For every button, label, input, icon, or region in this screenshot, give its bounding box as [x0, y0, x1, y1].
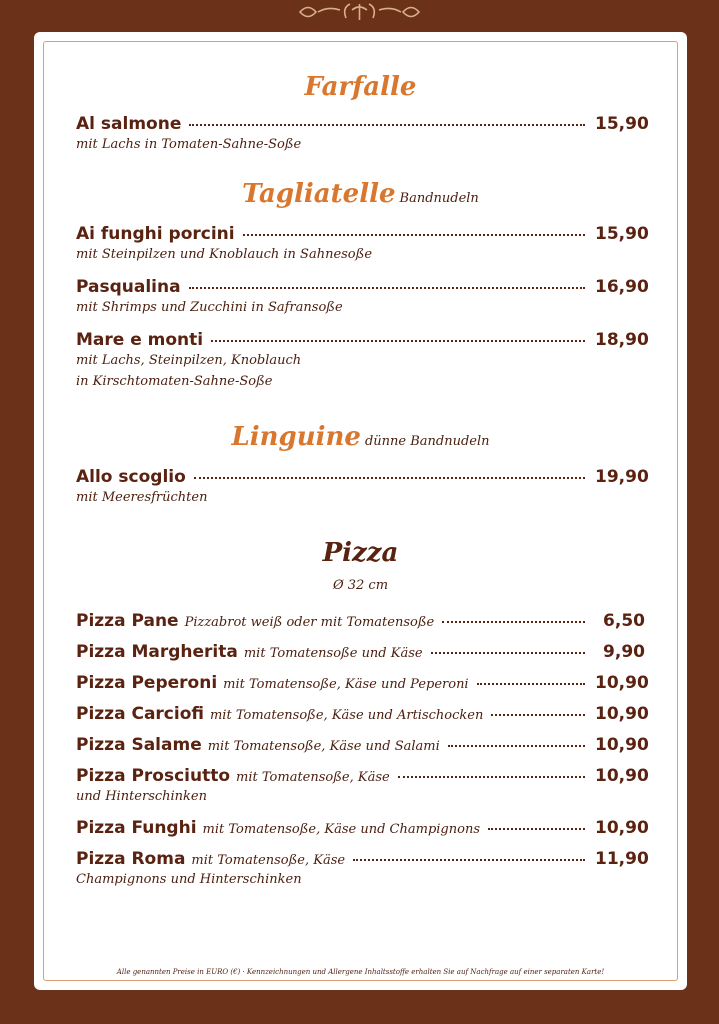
section-title-linguine	[76, 422, 645, 457]
dot-leader	[211, 339, 585, 342]
menu-item	[76, 114, 649, 155]
section-linguine	[76, 422, 649, 508]
item-price: 10,90	[595, 766, 649, 786]
item-price: 11,90	[595, 849, 649, 869]
menu-item	[76, 467, 649, 508]
item-price: 6,50	[603, 611, 645, 631]
dot-leader	[243, 233, 585, 236]
item-inline-description: mit Tomatensoße, Käse	[191, 853, 346, 868]
item-description: mit Meeresfrüchten	[76, 490, 208, 505]
section-farfalle	[76, 72, 649, 155]
dot-leader	[491, 713, 585, 716]
item-price: 18,90	[595, 330, 649, 350]
dot-leader	[442, 620, 585, 623]
menu-item	[76, 849, 649, 890]
item-name: Allo scoglio	[76, 467, 186, 487]
item-description: Champignons und Hinterschinken	[76, 872, 302, 887]
menu-card	[34, 32, 687, 990]
dot-leader	[431, 651, 585, 654]
item-name: Pizza Roma	[76, 849, 186, 869]
dot-leader	[194, 476, 585, 479]
section-subtitle: Bandnudeln	[399, 191, 479, 206]
item-price: 9,90	[603, 642, 645, 662]
item-price: 10,90	[595, 735, 649, 755]
item-description: und Hinterschinken	[76, 789, 207, 804]
item-name: Pizza Peperoni	[76, 673, 218, 693]
item-price: 10,90	[595, 673, 649, 693]
section-title-text: Tagliatelle	[242, 179, 396, 209]
item-description: mit Shrimps und Zucchini in Safransoße	[76, 300, 343, 315]
item-name: Pizza Prosciutto	[76, 766, 231, 786]
menu-item	[76, 735, 649, 755]
item-price: 16,90	[595, 277, 649, 297]
item-name: Pizza Funghi	[76, 818, 197, 838]
footer-note: Alle genannten Preise in EURO (€) · Kennzeichnungen und Allergene Inhaltsstoffe erhalten Sie auf Nachfrage auf einer separaten Karte!	[116, 968, 605, 976]
dot-leader	[189, 286, 585, 289]
item-name: Pizza Carciofi	[76, 704, 204, 724]
menu-item	[76, 766, 649, 807]
item-description-line2: in Kirschtomaten-Sahne-Soße	[76, 374, 273, 389]
item-inline-description: mit Tomatensoße, Käse	[236, 770, 390, 785]
item-description-line1: mit Lachs, Steinpilzen, Knoblauch	[76, 353, 302, 368]
section-title-farfalle: Farfalle	[304, 72, 417, 102]
item-name: Mare e monti	[76, 330, 204, 350]
item-inline-description: mit Tomatensoße, Käse und Peperoni	[223, 677, 469, 692]
dot-leader	[488, 827, 585, 830]
item-price: 19,90	[595, 467, 649, 487]
item-price: 10,90	[595, 704, 649, 724]
item-inline-description: mit Tomatensoße, Käse und Salami	[207, 739, 440, 754]
item-description: mit Lachs in Tomaten-Sahne-Soße	[76, 137, 302, 152]
item-name: Pizza Salame	[76, 735, 202, 755]
dot-leader	[353, 858, 585, 861]
menu-item	[76, 611, 645, 631]
item-inline-description: Pizzabrot weiß oder mit Tomatensoße	[184, 615, 435, 630]
item-price: 15,90	[595, 114, 649, 134]
menu-item	[76, 704, 649, 724]
dot-leader	[398, 775, 585, 778]
section-tagliatelle	[76, 179, 649, 392]
item-description: mit Steinpilzen und Knoblauch in Sahnesoße	[76, 247, 373, 262]
item-inline-description: mit Tomatensoße, Käse und Champignons	[202, 822, 480, 837]
section-title-tagliatelle	[76, 179, 645, 214]
top-ornament-icon	[0, 0, 719, 26]
item-inline-description: mit Tomatensoße und Käse	[243, 646, 423, 661]
item-price: 15,90	[595, 224, 649, 244]
section-pizza	[76, 538, 649, 890]
item-name: Al salmone	[76, 114, 182, 134]
item-price: 10,90	[595, 818, 649, 838]
menu-item	[76, 818, 649, 838]
dot-leader	[448, 744, 585, 747]
dot-leader	[477, 682, 585, 685]
menu-content	[76, 72, 649, 901]
item-name: Pizza Margherita	[76, 642, 238, 662]
dot-leader	[189, 123, 585, 126]
menu-item	[76, 330, 649, 392]
item-name: Ai funghi porcini	[76, 224, 235, 244]
menu-item	[76, 224, 649, 265]
menu-item	[76, 642, 645, 662]
section-subtitle: dünne Bandnudeln	[364, 434, 490, 449]
item-inline-description: mit Tomatensoße, Käse und Artischocken	[209, 708, 484, 723]
section-title-text: Linguine	[231, 422, 361, 452]
menu-item	[76, 277, 649, 318]
pizza-size: Ø 32 cm	[332, 578, 389, 593]
item-name: Pizza Pane	[76, 611, 179, 631]
item-name: Pasqualina	[76, 277, 181, 297]
menu-item	[76, 673, 649, 693]
section-title-pizza: Pizza	[322, 538, 399, 568]
